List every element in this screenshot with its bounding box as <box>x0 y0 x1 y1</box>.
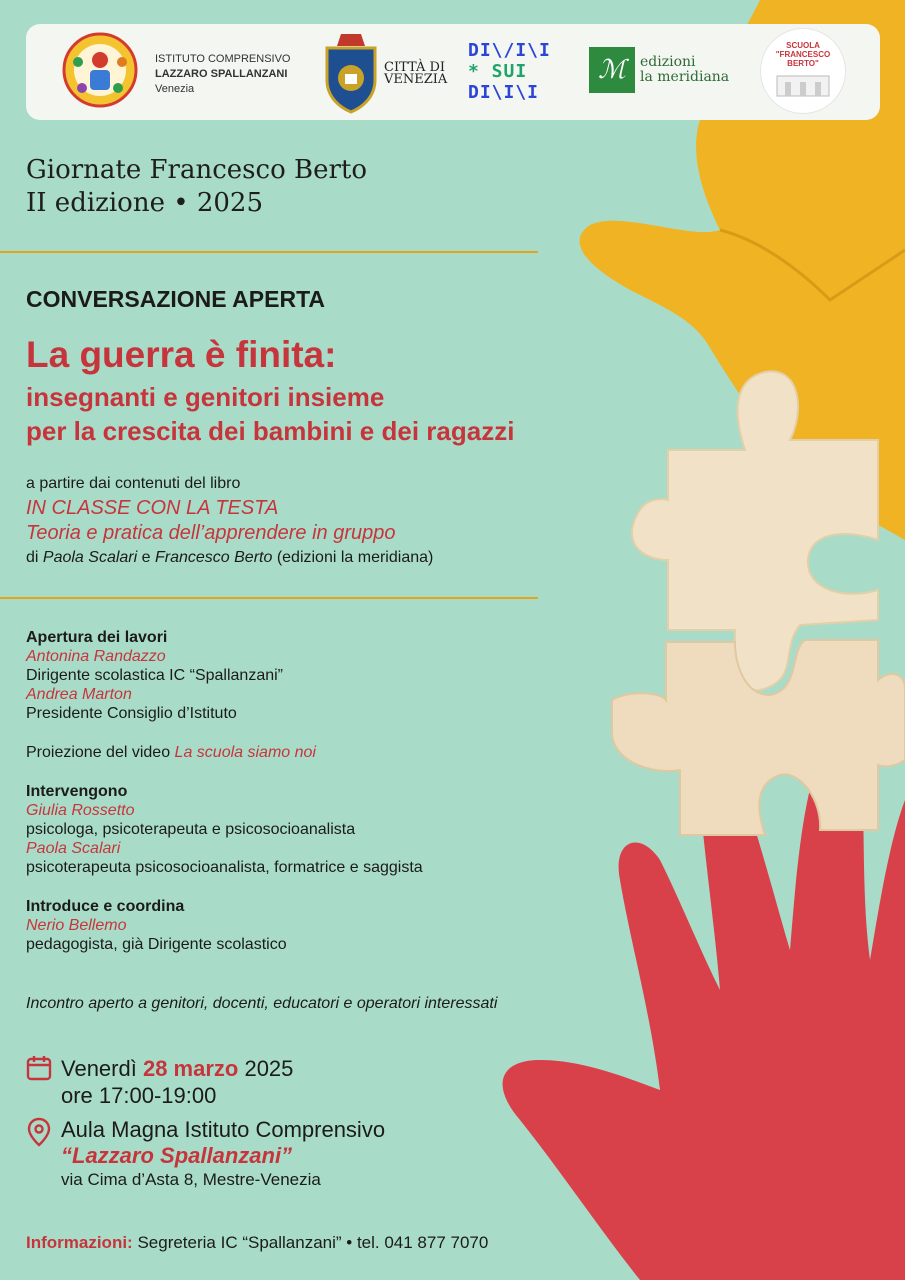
citta-line-1: CITTÀ DI <box>384 60 446 75</box>
moderator-role: pedagogista, già Dirigente scolastico <box>26 936 287 953</box>
video-line <box>26 743 316 762</box>
scuola-berto-logo <box>760 28 846 114</box>
ic-line-2: LAZZARO SPALLANZANI <box>155 68 288 80</box>
diritti-line-1: DI\/I\I <box>468 40 551 61</box>
opening-role-1: Dirigente scolastica IC “Spallanzani” <box>26 667 283 684</box>
book-intro: a partire dai contenuti del libro <box>26 475 241 492</box>
conversation-kicker: CONVERSAZIONE APERTA <box>26 286 326 312</box>
event-day: Venerdì <box>61 1056 143 1081</box>
opening-person-1: Antonina Randazzo <box>26 648 166 665</box>
event-subhead-2: per la crescita dei bambini e dei ragazzi <box>26 416 515 446</box>
scuola-line-2: "FRANCESCO <box>775 50 831 59</box>
citta-venezia-crest <box>323 30 379 114</box>
citta-line-2: VENEZIA <box>384 72 448 87</box>
location-pin-icon <box>27 1117 51 1147</box>
event-date <box>61 1056 293 1082</box>
edition-title: II edizione • 2025 <box>26 188 263 218</box>
book-subtitle: Teoria e pratica dell’apprendere in gruppo <box>26 522 396 544</box>
book-author-2: Francesco Berto <box>154 549 273 566</box>
venue-address: via Cima d’Asta 8, Mestre-Venezia <box>61 1170 321 1189</box>
video-title: La scuola siamo noi <box>174 744 316 761</box>
meridiana-logo-mark: ℳ <box>589 47 635 93</box>
speaker-2: Paola Scalari <box>26 840 121 857</box>
speaker-1-role: psicologa, psicoterapeuta e psicosocioanalista <box>26 821 356 838</box>
divider-middle <box>0 597 538 599</box>
event-date-value: 28 marzo <box>142 1056 239 1081</box>
info-line <box>26 1233 488 1253</box>
citta-venezia-text <box>384 62 447 86</box>
speaker-1: Giulia Rossetto <box>26 802 135 819</box>
event-time: ore 17:00-19:00 <box>61 1083 217 1108</box>
venue-name: “Lazzaro Spallanzani” <box>61 1143 293 1168</box>
scuola-line-1: SCUOLA <box>786 41 820 50</box>
book-and: e <box>137 549 155 566</box>
book-authors <box>26 548 433 567</box>
speaker-2-role: psicoterapeuta psicosocioanalista, formatrice e saggista <box>26 859 423 876</box>
calendar-icon <box>25 1054 53 1082</box>
info-label: Informazioni: <box>26 1233 133 1252</box>
event-year: 2025 <box>238 1056 294 1081</box>
moderator-label: Introduce e coordina <box>26 898 185 915</box>
divider-top <box>0 251 538 253</box>
school-building-icon <box>773 72 833 98</box>
meridiana-line-2: la meridiana <box>640 69 730 85</box>
ic-spallanzani-logo <box>62 32 138 108</box>
info-text: Segreteria IC “Spallanzani” • tel. 041 877 7070 <box>132 1233 489 1252</box>
book-title: IN CLASSE CON LA TESTA <box>26 497 279 519</box>
video-prefix: Proiezione del video <box>26 744 175 761</box>
diritti-line-2: * SUI <box>468 61 528 82</box>
opening-person-2: Andrea Marton <box>26 686 132 703</box>
moderator-name: Nerio Bellemo <box>26 917 127 934</box>
ic-line-3: Venezia <box>155 83 195 95</box>
ic-spallanzani-text <box>155 52 290 97</box>
opening-label: Apertura dei lavori <box>26 629 168 646</box>
diritti-sui-diritti-logo <box>468 40 551 103</box>
meridiana-line-1: edizioni <box>640 54 696 70</box>
audience-note: Incontro aperto a genitori, docenti, educatori e operatori interessati <box>26 995 498 1012</box>
scuola-line-3: BERTO" <box>787 59 819 68</box>
book-by: di <box>26 549 43 566</box>
event-series-title: Giornate Francesco Berto <box>26 155 368 185</box>
diritti-line-3: DI\I\I <box>468 82 540 103</box>
event-headline: La guerra è finita: <box>26 334 337 375</box>
ic-line-1: ISTITUTO COMPRENSIVO <box>155 53 291 65</box>
book-author-1: Paola Scalari <box>42 549 138 566</box>
speakers-label: Intervengono <box>26 783 128 800</box>
meridiana-text <box>640 55 729 85</box>
opening-role-2: Presidente Consiglio d’Istituto <box>26 705 237 722</box>
venue: Aula Magna Istituto Comprensivo <box>61 1117 386 1142</box>
book-publisher: (edizioni la meridiana) <box>272 549 434 566</box>
event-subhead-1: insegnanti e genitori insieme <box>26 382 385 412</box>
